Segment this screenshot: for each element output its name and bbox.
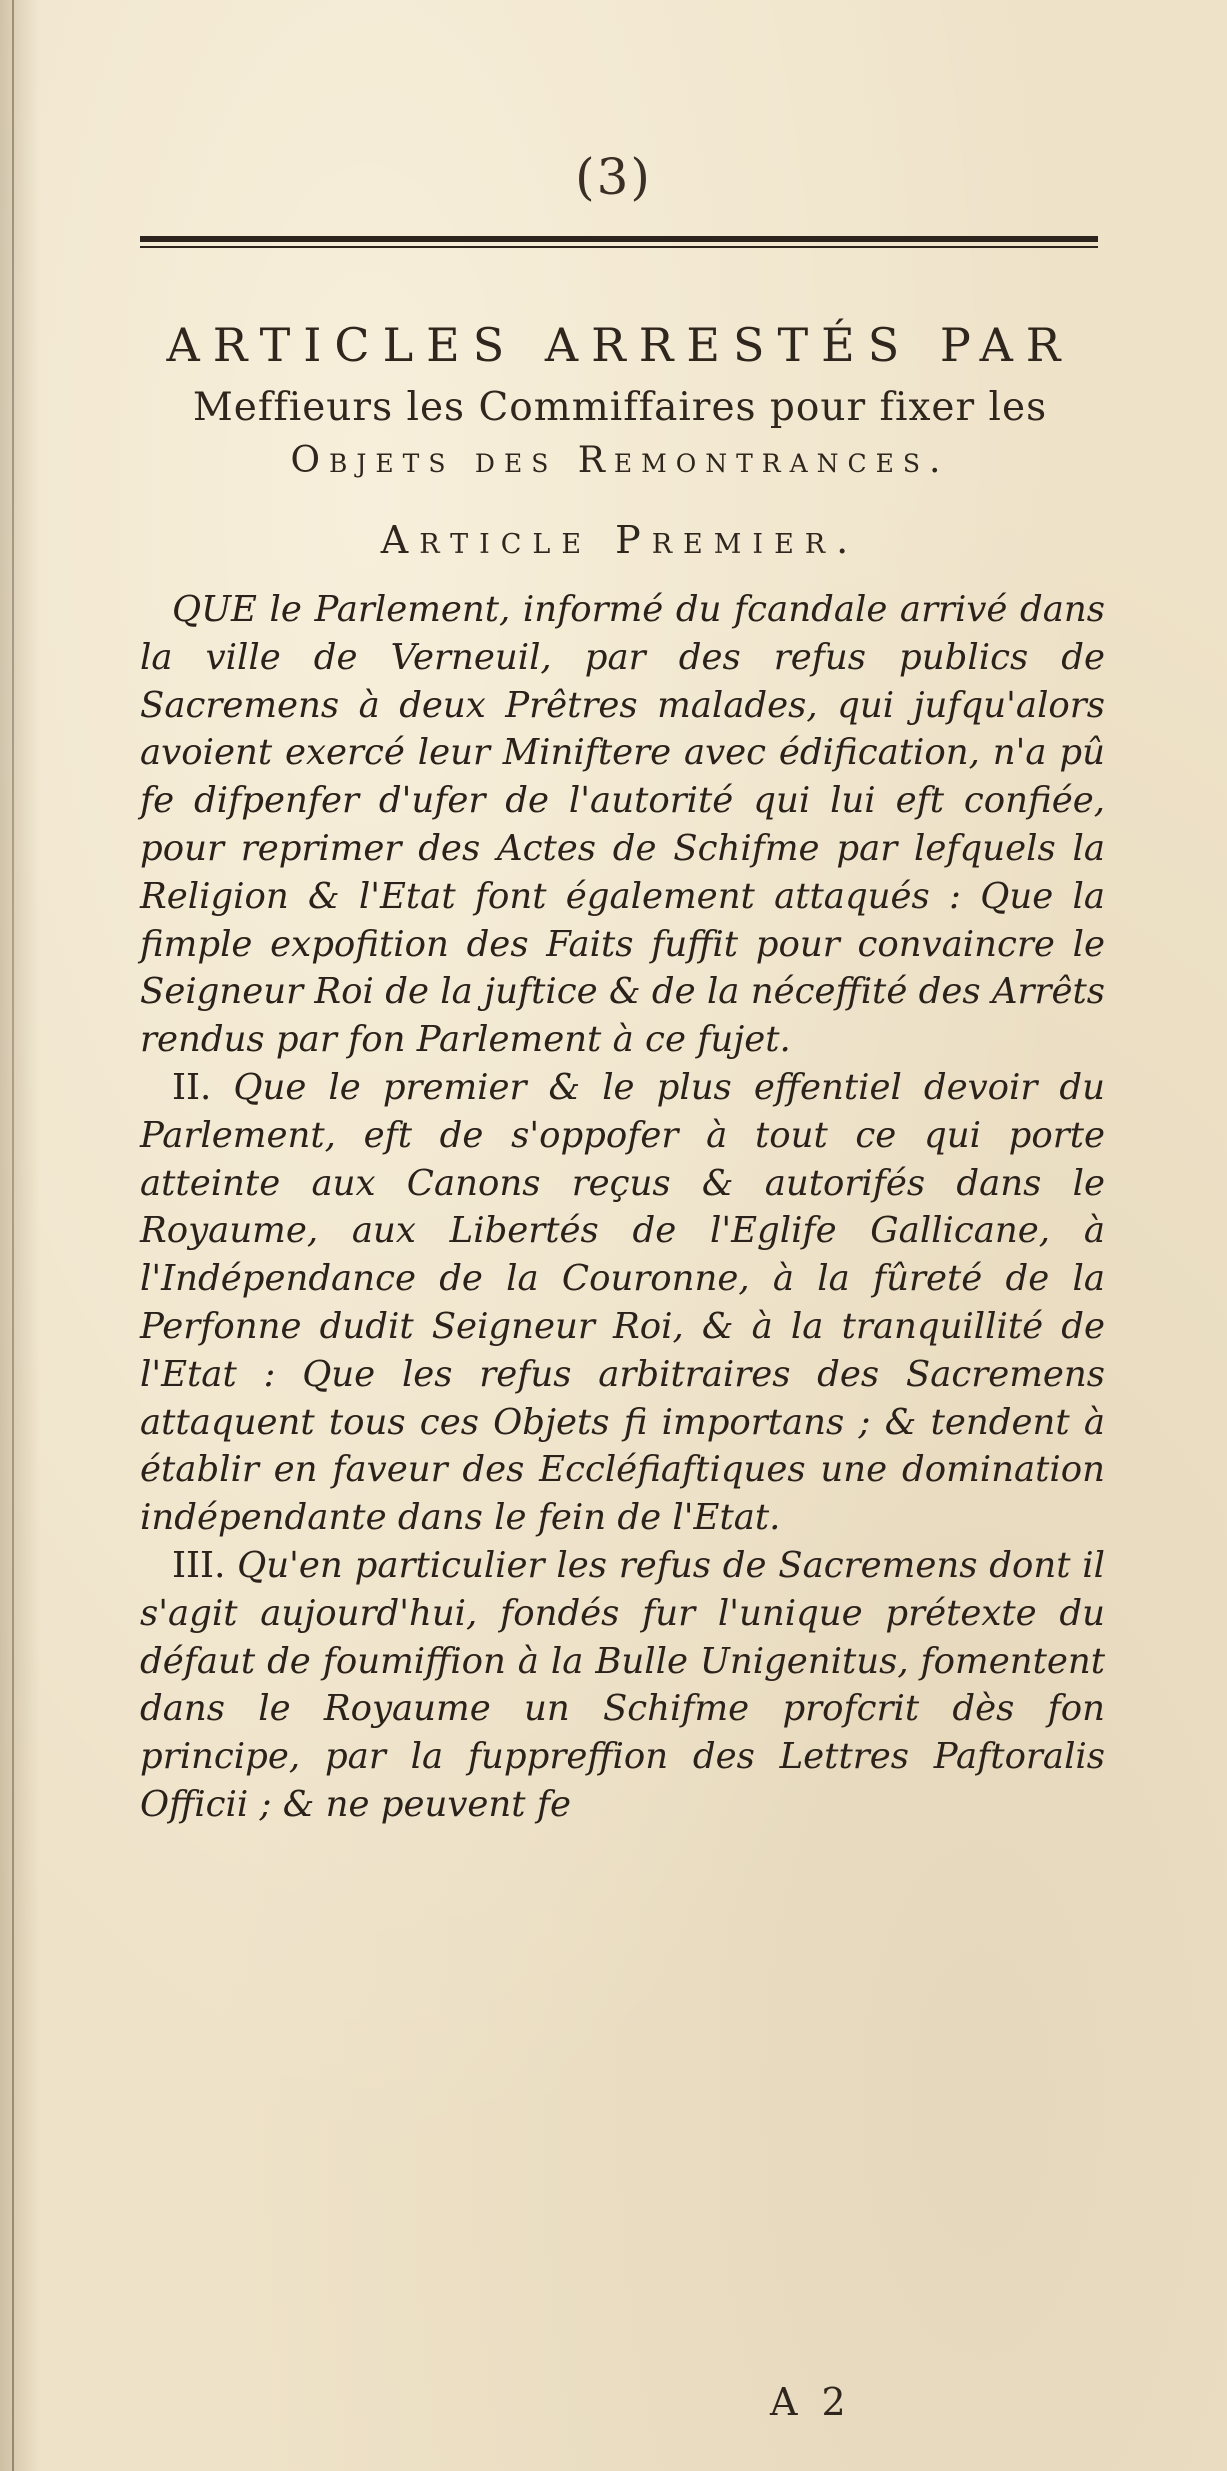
heading-line-3: Objets des Remontrances. bbox=[290, 440, 950, 481]
paragraph-2-number: II. bbox=[172, 1066, 212, 1108]
paragraph-2 bbox=[140, 1064, 1105, 1542]
article-body bbox=[140, 586, 1105, 1829]
gutter-shadow bbox=[0, 0, 40, 2471]
paragraph-3-text: Qu'en particulier les refus de Sacremens dont il s'agit aujourd'hui, fondés fur l'unique prétexte du défaut de foumiffion à la Bulle Unigenitus, fomentent dans le Royaume un Schifme profcrit dès fon principe, par la fuppreffion des Lettres Paftoralis Officii ; & ne peuvent fe bbox=[140, 1544, 1105, 1825]
printer-signature: A 2 bbox=[770, 2380, 852, 2424]
paragraph-3 bbox=[140, 1542, 1105, 1829]
page-number: (3) bbox=[575, 148, 652, 206]
paragraph-1-lead: QUE bbox=[172, 589, 257, 630]
heading-line-1: ARTICLES ARRESTÉS PAR bbox=[166, 318, 1074, 372]
header-rule bbox=[140, 236, 1098, 250]
paragraph-1-text: le Parlement, informé du fcandale arrivé dans la ville de Verneuil, par des refus publics de Sacremens à deux Prêtres malades, qui jufqu'alors avoient exercé leur Miniftere avec édification, n'a pû fe difpenfer d'ufer de l'autorité qui lui eft confiée, pour reprimer des Actes de Schifme par lefquels la Religion & l'Etat font également attaqués : Que la fimple expofition des Faits fuffit pour convaincre le Seigneur Roi de la juftice & de la néceffité des Arrêts rendus par fon Parlement à ce fujet. bbox=[140, 589, 1105, 1061]
page-edge-line bbox=[12, 0, 14, 2471]
heading-line-2: Meffieurs les Commiffaires pour fixer les bbox=[192, 385, 1048, 430]
header-rule-thick bbox=[140, 236, 1098, 242]
paragraph-1 bbox=[140, 586, 1105, 1064]
header-rule-thin bbox=[140, 246, 1098, 248]
article-title: Article Premier. bbox=[380, 518, 860, 562]
paragraph-3-number: III. bbox=[172, 1544, 226, 1586]
paragraph-2-text: Que le premier & le plus effentiel devoir du Parlement, eft de s'oppofer à tout ce qui porte atteinte aux Canons reçus & autorifés dans le Royaume, aux Libertés de l'Eglife Gallicane, à l'Indépendance de la Couronne, à la fûreté de la Perfonne dudit Seigneur Roi, & à la tranquillité de l'Etat : Que les refus arbitraires des Sacremens attaquent tous ces Objets fi importans ; & tendent à établir en faveur des Eccléfiaftiques une domination indépendante dans le fein de l'Etat. bbox=[140, 1066, 1105, 1539]
